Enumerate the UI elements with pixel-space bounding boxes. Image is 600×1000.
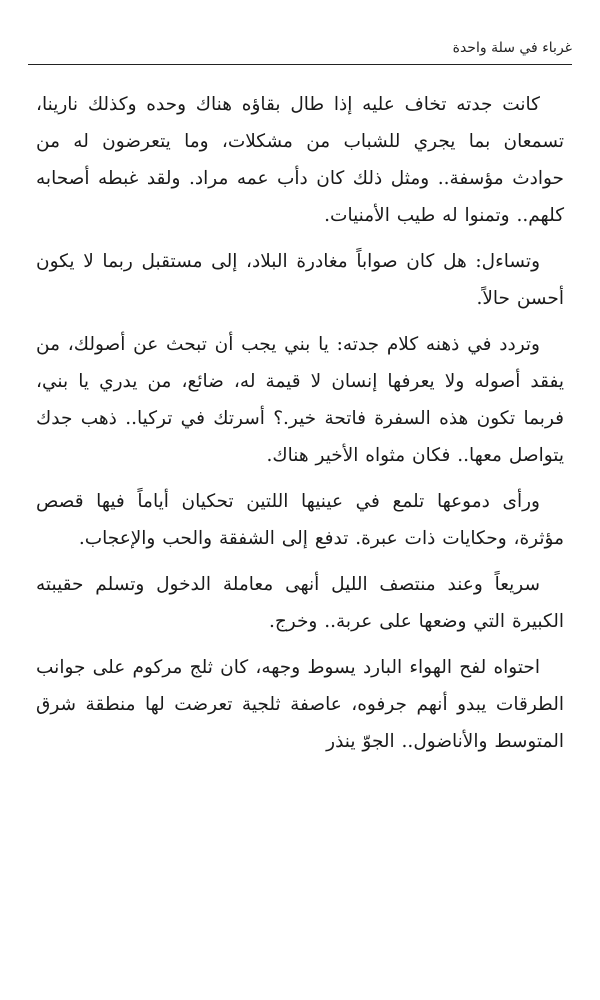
running-title: غرباء في سلة واحدة bbox=[452, 40, 572, 56]
paragraph: وتساءل: هل كان صواباً مغادرة البلاد، إلى مستقبل ربما لا يكون أحسن حالاً. bbox=[36, 251, 564, 309]
page-header bbox=[28, 38, 572, 65]
paragraph: احتواه لفح الهواء البارد يسوط وجهه، كان ثلج مركوم على جوانب الطرقات يبدو أنهم جرفوه، عاصفة ثلجية تعرضت لها منطقة شرق المتوسط والأناضول.. الجوّ ينذر bbox=[36, 657, 564, 752]
paragraph: كانت جدته تخاف عليه إذا طال بقاؤه هناك وحده وكذلك نارينا، تسمعان بما يجري للشباب من مشكلات، وما يتعرضون له من حوادث مؤسفة.. ومثل ذلك كان دأب عمه مراد. ولقد غبطه أصحابه كلهم.. وتمنوا له طيب الأمنيات. bbox=[36, 94, 564, 226]
paragraph: سريعاً وعند منتصف الليل أنهى معاملة الدخول وتسلم حقيبته الكبيرة التي وضعها على عربة.. وخرج. bbox=[36, 574, 564, 632]
body-text bbox=[36, 86, 564, 769]
paragraph: وتردد في ذهنه كلام جدته: يا بني يجب أن تبحث عن أصولك، من يفقد أصوله ولا يعرفها إنسان لا قيمة له، ضائع، من يدري يا بني، فربما تكون هذه السفرة فاتحة خير.؟ أسرتك في تركيا.. ذهب جدك يتواصل معها.. فكان مثواه الأخير هناك. bbox=[36, 334, 564, 466]
paragraph: ورأى دموعها تلمع في عينيها اللتين تحكيان أياماً فيها قصص مؤثرة، وحكايات ذات عبرة. تدفع إلى الشفقة والحب والإعجاب. bbox=[36, 491, 564, 549]
